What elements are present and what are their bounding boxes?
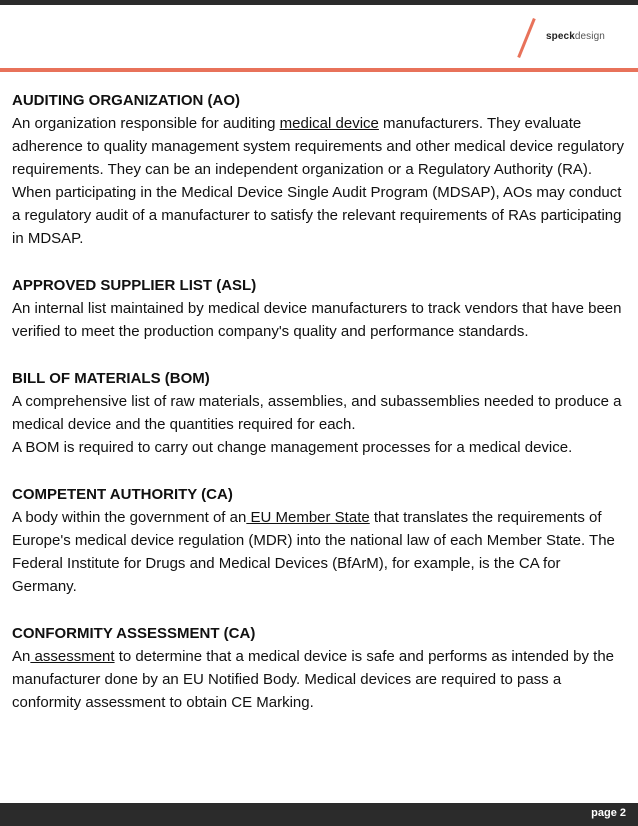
term-title: BILL OF MATERIALS (BOM) <box>12 370 210 387</box>
definition-text: An <box>12 648 31 665</box>
definition-text: An organization responsible for auditing <box>12 115 280 132</box>
definition-text: that translates the requirements of Europe's medical device regulation (MDR) into the national law of each Member State. The Federal Institute for Drugs and Medical Devices (BfArM), for example, is the CA for Germany. <box>12 509 615 595</box>
term-definition: A comprehensive list of raw materials, assemblies, and subassemblies needed to produce a medical device and the quantities required for each. <box>12 393 622 433</box>
definition-text: to determine that a medical device is safe and performs as intended by the manufacturer done by an EU Notified Body. Medical devices are required to pass a conformity assessment to obtain CE Marking. <box>12 648 615 711</box>
glossary-entry-conformity-assessment <box>12 622 624 714</box>
eu-member-state-link[interactable]: EU Member State <box>246 509 370 526</box>
logo-text-design: design <box>574 31 605 42</box>
logo-slash-icon <box>517 18 536 58</box>
logo <box>546 31 605 42</box>
term-title: APPROVED SUPPLIER LIST (ASL) <box>12 277 257 294</box>
glossary-entry-competent-authority <box>12 483 624 598</box>
definition-text: manufacturers. They evaluate adherence to quality management system requirements and other medical device regulatory requirements. They can be an independent organization or a Regulatory Authority (RA). When participating in the Medical Device Single Audit Program (MDSAP), AOs may conduct a regulatory audit of a manufacturer to satisfy the relevant requirements of RAs participating in MDSAP. <box>12 115 624 247</box>
term-definition-note: A BOM is required to carry out change management processes for a medical device. <box>12 439 573 456</box>
term-title: COMPETENT AUTHORITY (CA) <box>12 486 233 503</box>
term-title: CONFORMITY ASSESSMENT (CA) <box>12 625 256 642</box>
header-rule <box>0 68 638 72</box>
assessment-link[interactable]: assessment <box>30 648 115 665</box>
term-definition <box>12 645 624 714</box>
term-definition <box>12 112 624 250</box>
page-number: page 2 <box>591 807 626 819</box>
logo-text-speck: speck <box>546 31 575 42</box>
header <box>0 5 638 69</box>
term-definition: An internal list maintained by medical device manufacturers to track vendors that have been verified to meet the production company's quality and performance standards. <box>12 300 622 340</box>
glossary-entry-ao <box>12 89 624 250</box>
term-title: AUDITING ORGANIZATION (AO) <box>12 92 241 109</box>
medical-device-link[interactable]: medical device <box>279 115 379 132</box>
glossary-entry-bom <box>12 367 624 459</box>
glossary-content <box>12 89 624 738</box>
term-definition <box>12 506 624 598</box>
definition-text: A body within the government of an <box>12 509 247 526</box>
footer-bar <box>0 803 638 826</box>
glossary-entry-asl <box>12 274 624 343</box>
